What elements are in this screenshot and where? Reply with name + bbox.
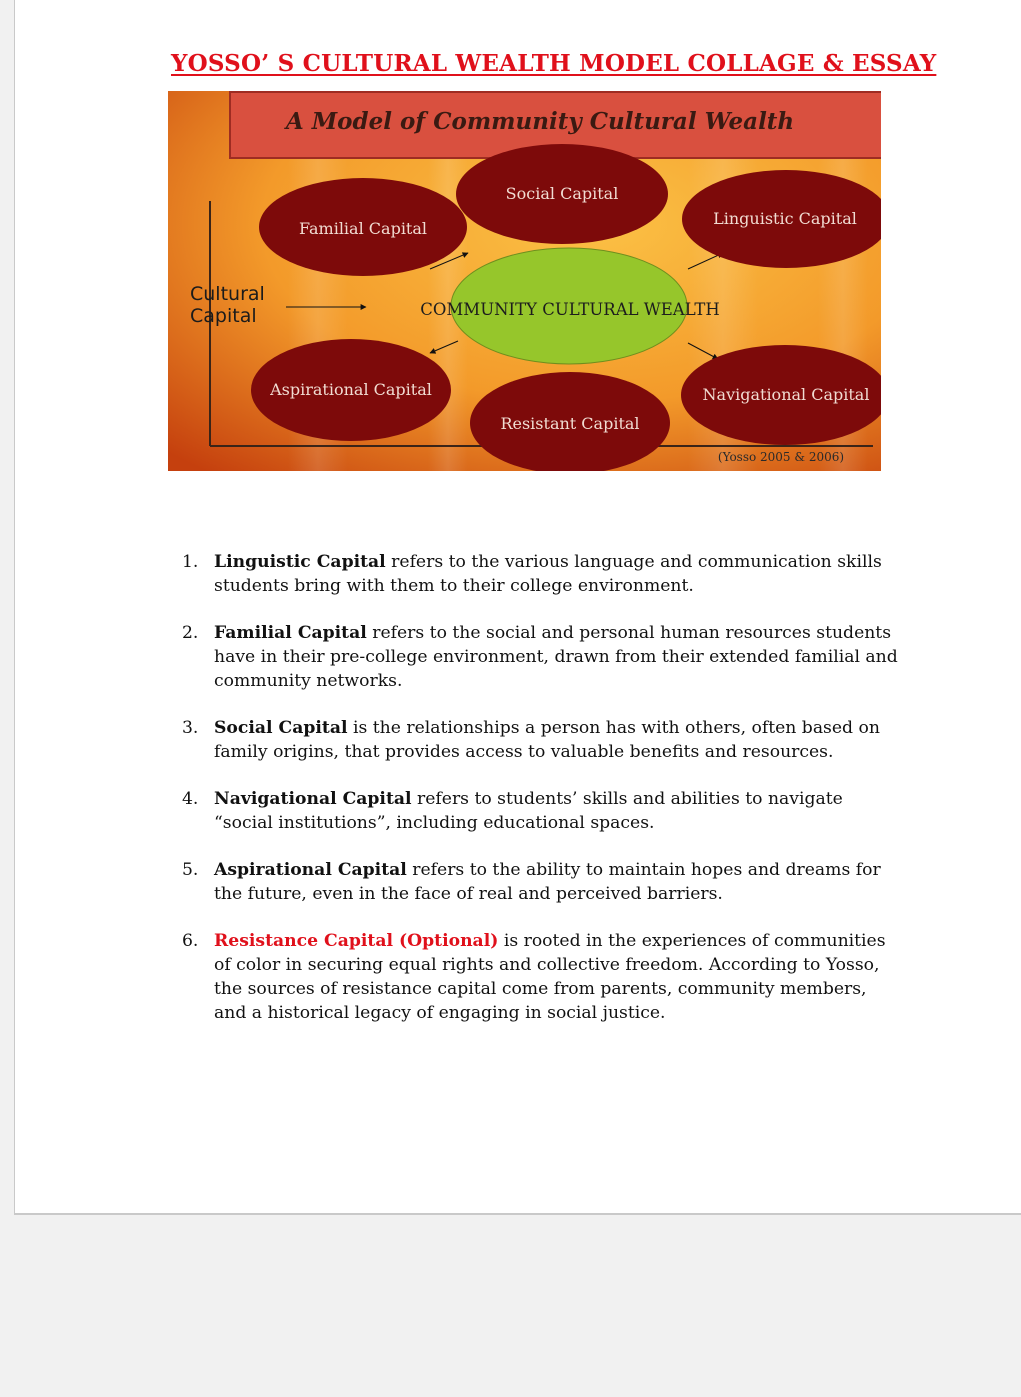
definitions-list <box>182 550 902 1048</box>
item-text: refers to students’ skills and abilities to navigate “social institutions”, including educational spaces. <box>214 789 843 833</box>
item-number: 2. <box>182 623 199 643</box>
banner-title: A Model of Community Cultural Wealth <box>285 108 795 135</box>
item-term: Familial Capital <box>214 623 367 643</box>
definition-item <box>182 787 902 835</box>
node-resistant-label: Resistant Capital <box>500 414 640 433</box>
item-term-highlight: Resistance Capital (Optional) <box>214 931 499 951</box>
item-number: 3. <box>182 718 199 738</box>
node-social-label: Social Capital <box>505 184 619 203</box>
item-number: 6. <box>182 931 199 951</box>
diagram-svg <box>168 91 881 471</box>
item-number: 5. <box>182 860 199 880</box>
node-linguistic-label: Linguistic Capital <box>713 209 857 228</box>
definition-item <box>182 929 902 1025</box>
citation: (Yosso 2005 & 2006) <box>717 450 845 464</box>
document-title: YOSSO’ S CULTURAL WEALTH MODEL COLLAGE & ESSAY <box>171 50 937 77</box>
center-node-label: COMMUNITY CULTURAL WEALTH <box>420 300 720 319</box>
definition-item <box>182 550 902 598</box>
axis-label-line1: Cultural <box>190 283 265 305</box>
node-familial-label: Familial Capital <box>298 219 428 238</box>
node-aspirational-label: Aspirational Capital <box>270 380 432 399</box>
item-term: Navigational Capital <box>214 789 412 809</box>
item-term: Social Capital <box>214 718 348 738</box>
item-text: refers to the ability to maintain hopes and dreams for the future, even in the face of real and perceived barriers. <box>214 860 881 904</box>
item-text: is rooted in the experiences of communities of color in securing equal rights and collective freedom. According to Yosso, the sources of resistance capital come from parents, community members, and a historical legacy of engaging in social justice. <box>214 931 886 1023</box>
axis-label-line2: Capital <box>190 305 257 327</box>
definition-item <box>182 858 902 906</box>
item-text: refers to the social and personal human resources students have in their pre-college environment, drawn from their extended familial and community networks. <box>214 623 898 691</box>
item-term: Linguistic Capital <box>214 552 386 572</box>
definition-item <box>182 716 902 764</box>
item-text: is the relationships a person has with others, often based on family origins, that provides access to valuable benefits and resources. <box>214 718 880 762</box>
node-navigational-label: Navigational Capital <box>702 385 870 404</box>
cultural-wealth-diagram <box>168 91 881 471</box>
item-number: 1. <box>182 552 199 572</box>
definition-item <box>182 621 902 693</box>
item-number: 4. <box>182 789 199 809</box>
item-text: refers to the various language and communication skills students bring with them to their college environment. <box>214 552 882 596</box>
item-term: Aspirational Capital <box>214 860 407 880</box>
